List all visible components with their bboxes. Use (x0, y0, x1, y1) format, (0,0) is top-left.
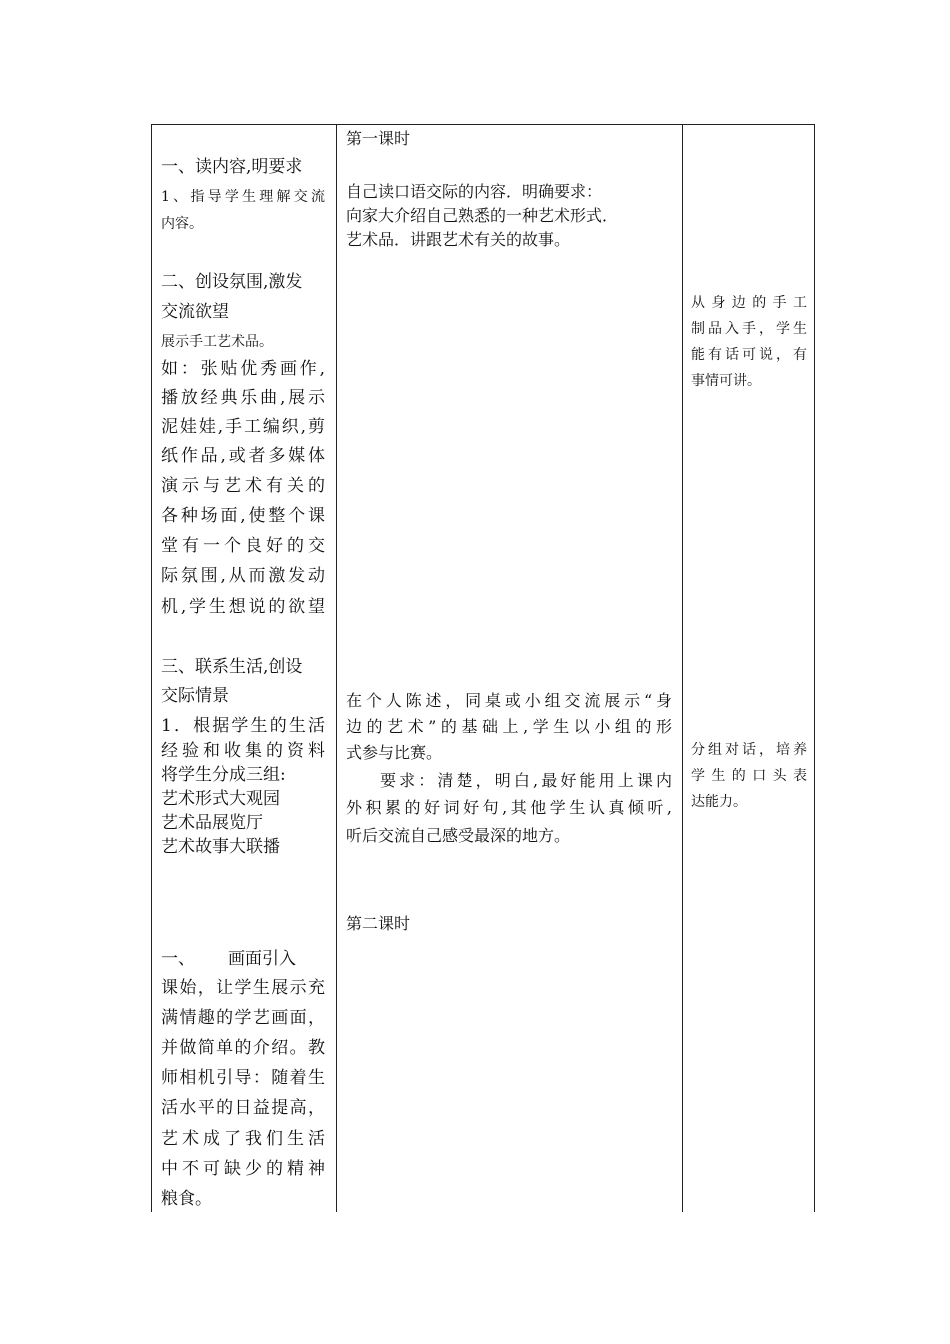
section-4-line: 并做简单的介绍。教 (161, 1038, 325, 1058)
section-1-title: 一、读内容,明要求 (161, 157, 303, 177)
group-item: 艺术品展览厅 (161, 813, 263, 833)
section-4-title: 画面引入 (228, 949, 296, 969)
section-2-line: 播放经典乐曲,展示 (161, 388, 325, 408)
section-2-line: 堂有一个良好的交 (161, 536, 325, 556)
note-line: 制品入手，学生 (691, 321, 807, 337)
section-2-line: 际氛围,从而激发动 (161, 566, 325, 586)
activity-line: 听后交流自己感受最深的地方。 (346, 826, 571, 845)
activity-line: 在个人陈述，同桌或小组交流展示“身 (346, 691, 672, 710)
note-line: 学生的口头表 (691, 768, 807, 784)
section-3-title-cont: 交际情景 (161, 686, 229, 706)
activities-column (337, 125, 682, 1212)
section-4-line: 课始，让学生展示充 (161, 978, 325, 998)
section-3-line: 将学生分成三组: (161, 765, 286, 785)
section-2-line: 机,学生想说的欲望 (161, 597, 325, 617)
section-1-line: 1、指导学生理解交流 (161, 189, 325, 205)
activity-line: 边的艺术”的基础上,学生以小组的形 (346, 717, 672, 736)
lesson-2-heading: 第二课时 (346, 914, 411, 933)
section-4-line: 中不可缺少的精神 (161, 1159, 325, 1179)
section-4-line: 满情趣的学艺画面， (161, 1008, 325, 1028)
section-4-line: 师相机引导：随着生 (161, 1068, 325, 1088)
note-line: 从身边的手工 (691, 295, 807, 311)
section-2-title-cont: 交流欲望 (161, 302, 229, 322)
activity-line: 自己读口语交际的内容．明确要求： (346, 182, 603, 201)
section-4-line: 艺术成了我们生活 (161, 1129, 325, 1149)
section-2-line: 展示手工艺术品。 (161, 334, 273, 350)
activity-requirement: 要求：清楚，明白,最好能用上课内 (380, 771, 672, 790)
group-item: 艺术形式大观园 (161, 789, 280, 809)
activity-line: 外积累的好词好句,其他学生认真倾听, (346, 798, 672, 817)
lesson-plan-table (151, 124, 815, 1212)
section-2-line: 各种场面,使整个课 (161, 506, 325, 526)
section-2-line: 演示与艺术有关的 (161, 476, 325, 496)
section-3-line: 经验和收集的资料 (161, 741, 325, 761)
notes-column (683, 125, 814, 1212)
section-2-line: 泥娃娃,手工编织,剪 (161, 417, 325, 437)
note-line: 能有话可说，有 (691, 347, 807, 363)
group-item: 艺术故事大联播 (161, 837, 280, 857)
note-line: 事情可讲。 (691, 373, 761, 389)
section-4-number: 一、 (161, 949, 195, 969)
activity-line: 向家大介绍自己熟悉的一种艺术形式． (346, 206, 619, 225)
section-3-title: 三、联系生活,创设 (161, 657, 303, 677)
section-2-line: 如：张贴优秀画作, (161, 359, 325, 379)
section-4-line: 活水平的日益提高， (161, 1098, 325, 1118)
section-1-line: 内容。 (161, 216, 203, 232)
section-2-title: 二、创设氛围,激发 (161, 272, 303, 292)
section-2-line: 纸作品,或者多媒体 (161, 446, 325, 466)
section-4-line: 粮食。 (161, 1189, 212, 1209)
lesson-1-heading: 第一课时 (346, 129, 411, 148)
activity-line: 式参与比赛。 (346, 743, 443, 762)
section-3-line: 1．根据学生的生活 (161, 716, 325, 736)
note-line: 达能力。 (691, 794, 747, 810)
activity-line: 艺术品．讲跟艺术有关的故事。 (346, 230, 571, 249)
steps-column (152, 125, 336, 1212)
note-line: 分组对话，培养 (691, 742, 807, 758)
